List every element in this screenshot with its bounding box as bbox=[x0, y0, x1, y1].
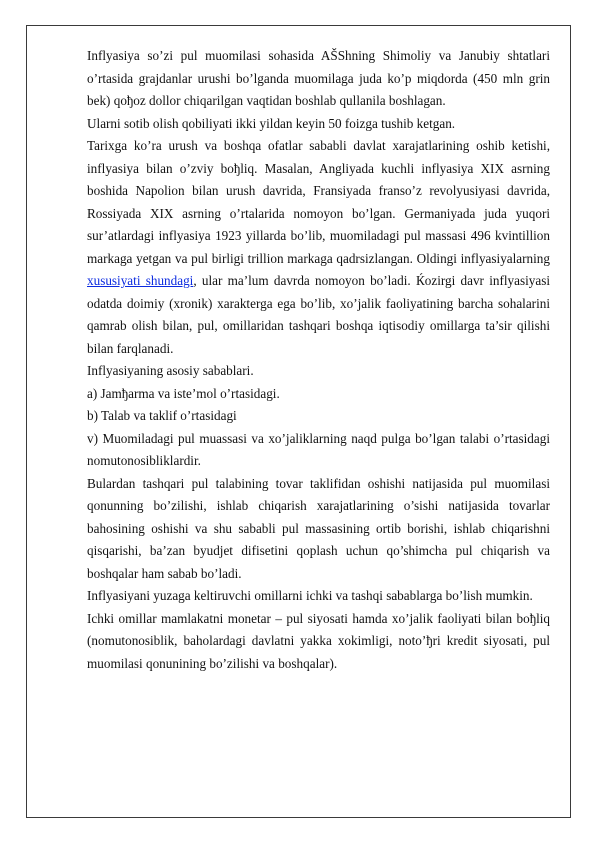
list-item-b: b) Talab va taklif o’rtasidagi bbox=[87, 408, 237, 423]
paragraph-causes-heading: Inflyasiyaning asosiy sabablari. bbox=[87, 363, 254, 378]
paragraph-history-text-after: , ular ma’lum davrda nomoyon bo’ladi. Ќozirgi davr inflyasiyasi odatda doimiy (xronik) xarakterga ega bo’lib, xo’jalik faoliyatining barcha sohalarini qamrab olish bilan, pul, omillaridan tashqari boshqa iqtisodiy omillarga ta’sir qilishi bilan farqlanadi. bbox=[87, 273, 550, 356]
paragraph-purchasing-power: Ularni sotib olish qobiliyati ikki yildan keyin 50 foizga tushib ketgan. bbox=[87, 115, 456, 131]
paragraph-additional-causes: Bulardan tashqari pul talabining tovar taklifidan oshishi natijasida pul muomilasi qonunning bo’zilishi, ishlab chiqarish xarajatlarining o’sishi natijasida tovarlar bahosining oshishi va shu sababli pul massasining ortib borishi, ishlab chiqarishni qisqarishi, ba’zan byudjet difisetini qoplash uchun qo’shimcha pul chiqarish va boshqalar ham sabab bo’ladi. bbox=[87, 475, 550, 581]
paragraph-factor-split: Inflyasiyani yuzaga keltiruvchi omillarni ichki va tashqi sabablarga bo’lish mumkin. bbox=[87, 588, 533, 603]
paragraph-internal-factors: Ichki omillar mamlakatni monetar – pul siyosati hamda xo’jalik faoliyati bilan boђliq (nomutonosiblik, baholardagi davlatni yakka xokimligi, noto’ђri kredit siyosati, pul muomilasi qonunining bo’zilishi va boshqalar). bbox=[87, 610, 550, 671]
document-body bbox=[87, 45, 550, 675]
paragraph-history-text-before: Tarixga ko’ra urush va boshqa ofatlar sababli davlat xarajatlarining oshib ketishi, inflyasiya bilan o’zviy boђliq. Masalan, Angliyada kuchli inflyasiya XIX asrning boshida Napolion bilan urush davrida, Fransiyada franso’z revolyusiyasi davrida, Rossiyada XIX asrning o’rtalarida nomoyon bo’lgan. Germaniyada juda yuqori sur’atlardagi inflyasiya 1923 yillarda bo’lib, muomiladagi pul massasi 496 kvintillion markaga yetgan va pul birligi trillion markaga qadrsizlangan. Oldingi inflyasiyalarning bbox=[87, 138, 550, 266]
paragraph-history bbox=[87, 135, 550, 360]
list-item-a: a) Jamђarma va iste’mol o’rtasidagi. bbox=[87, 385, 280, 401]
list-item-v: v) Muomiladagi pul muassasi va xo’jaliklarning naqd pulga bo’lgan talabi o’rtasidagi nomutonosibliklardir. bbox=[87, 430, 550, 468]
paragraph-origin: Inflyasiya so’zi pul muomilasi sohasida AŠShning Shimoliy va Janubiy shtatlari o’rtasida grajdanlar urushi bo’lganda muomilaga juda ko’p miqdorda (450 mln grin bek) qoђoz dollor chiqarilgan vaqtidan boshlab qullanila boshlagan. bbox=[87, 48, 550, 108]
xususiyati-shundagi-link[interactable]: xususiyati shundagi bbox=[87, 273, 194, 288]
